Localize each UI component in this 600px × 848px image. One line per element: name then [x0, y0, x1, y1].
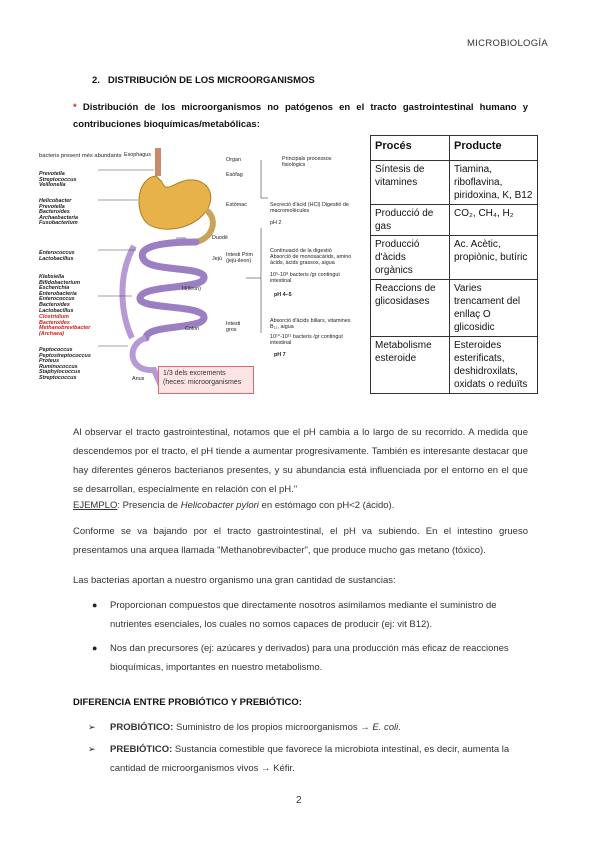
bacteria-name: Klebsiella [39, 274, 65, 280]
bacteria-name: Enterococcus [39, 296, 75, 303]
organ-label-jeju: Jejú [212, 256, 222, 262]
section-subtitle [73, 99, 528, 133]
section-title [92, 75, 315, 86]
fig-left-title: bacteris present més abundants [39, 153, 122, 159]
paragraph-example [73, 496, 528, 515]
table-cell-producte: Ac. Acètic, propiònic, butíric [450, 236, 538, 280]
page-number: 2 [296, 795, 302, 806]
header-subject: MICROBIOLOGÍA [467, 38, 548, 49]
bacteria-name: Ruminococcus [39, 363, 78, 370]
table-header-row [371, 136, 538, 161]
colon-shape [122, 246, 134, 338]
prebiotic-item [110, 740, 528, 778]
stomach-shape [139, 176, 211, 229]
bacteria-name: Bacteroides [39, 319, 70, 326]
process-stomach: Secreció d'àcid (HCl) Digestió de macromolècules [270, 202, 349, 215]
bacteria-name: (Archaea) [39, 330, 64, 337]
paragraph-substances: Las bacterias aportan a nuestro organismo una gran cantidad de sustancias: [73, 575, 396, 586]
bacteria-name: Enterococcus [39, 250, 75, 256]
bacteria-name: Prevotella [39, 203, 65, 210]
organ-label-ileon: Ili(ileon) [182, 286, 201, 292]
example-label: EJEMPLO [73, 500, 118, 511]
probiotic-term: PROBIÓTICO: [110, 722, 174, 733]
bacteria-name: Streptococcus [39, 176, 77, 183]
bacteria-name: Enterobacteria [39, 290, 77, 297]
bullet-item-1: Proporcionan compuestos que directamente nosotros asimilamos mediante el suministro de nutrientes esenciales, los cuales no somos capaces de producir (ej: vit B12). [110, 600, 497, 630]
process-small: Continuació de la digestió Absorció de monosacàrids, amino àcids, àcids grassos, aigua [270, 248, 352, 267]
bacteria-name: Lactobacillus [39, 255, 74, 262]
bacteria-name: Peptostreptococcus [39, 352, 91, 359]
table-row [371, 205, 538, 236]
probiotic-item [110, 718, 528, 737]
metabolic-contributions-table [370, 135, 538, 394]
bacteria-name: Archaebacteria [39, 214, 78, 221]
bacteria-name: Peptococcus [39, 347, 73, 353]
table-cell-producte: Esteroides esterificats, deshidroxilats, oxidats o reduïts [450, 337, 538, 394]
bacteria-name: Staphylococcus [39, 369, 81, 376]
table-row [371, 280, 538, 337]
bacteria-name: Bacteroides [39, 302, 70, 308]
organ-label-estomac: Estòmac [226, 202, 247, 208]
organ-label-colon: Colon [185, 326, 200, 332]
process-large: Absorció d'àcids biliars, vitamines B₁₂, aigua [270, 318, 351, 331]
process-large-count: 10¹⁰-10¹¹ bacteris /gr contingut intestinal [270, 334, 343, 347]
section-title-text: DISTRIBUCIÓN DE LOS MICROORGANISMOS [107, 75, 315, 86]
probiotic-end: . [398, 722, 401, 733]
arrow-1: ➢ [88, 722, 96, 732]
table-row [371, 236, 538, 280]
table-cell-producte: CO₂, CH₄, H₂ [450, 205, 538, 236]
fig-esophagus-label: Esophagus [124, 152, 151, 158]
bacteria-name: Clostridium [39, 314, 69, 320]
process-small-count: 10⁵-10⁸ bacteris /gr contingut intestinal [270, 272, 340, 285]
organ-label-esofag: Esòfag [226, 172, 243, 178]
arrow-2: ➢ [88, 744, 96, 754]
organ-label-intesti-prim: Intesti Prim (jejú-ileon) [226, 252, 253, 265]
bacteria-name: Prevotella [39, 171, 65, 177]
table-cell-proces: Reaccions de glicosidases [371, 280, 450, 337]
fig-organ-header: Organ [226, 157, 241, 163]
bacteria-name: Bifidobacterium [39, 279, 81, 286]
prebiotic-def: Sustancia comestible que favorece la microbiota intestinal, es decir, aumenta la cantidad de microorganismos vivos → Kéfir. [110, 744, 510, 774]
probiotic-def: Suministro de los propios microorganismos → [173, 722, 373, 733]
bullet-dot-2: ● [92, 643, 98, 653]
subtitle-star: * [73, 102, 77, 113]
bacteria-name: Fusobacterium [39, 220, 78, 227]
paragraph-methanobrevibacter: Conforme se va bajando por el tracto gastrointestinal, el pH va subiendo. En el intestino grueso presentamos una arquea llamada "Methanobrevibacter", que produce mucho gas metano (tóxico). [73, 526, 528, 556]
example-species: Helicobacter pylori [180, 500, 259, 511]
table-cell-producte: Varies trencament del enllaç O glicosidic [450, 280, 538, 337]
organ-label-duode: Duodè [212, 235, 228, 241]
table-cell-proces: Producció d'àcids orgànics [371, 236, 450, 280]
table-cell-producte: Tiamina, riboflavina, piridoxina, K, B12 [450, 161, 538, 205]
paragraph-ph-change: Al observar el tracto gastrointestinal, notamos que el pH cambia a lo largo de su recorrido. A medida que descendemos por el tracto, el pH tiende a aumentar progresivamente. También es interesante destacar que hay diferentes géneros bacterianos presentes, y su abundancia está influenciada por el entorno en el que se desarrollan, especialmente en relación con el pH." [73, 427, 528, 495]
process-small-ph: pH 4–5 [274, 292, 292, 298]
bacteria-name: Lactobacillus [39, 307, 74, 314]
fig-processes-header: Principals processos fisiològics [282, 156, 332, 169]
section-number: 2. [92, 75, 100, 86]
bullet-item-2: Nos dan precursores (ej: azúcares y derivados) para una producción más eficaz de reacciones bioquímicas, importantes en nuestro metabolismo. [110, 643, 509, 673]
gi-tract-figure [36, 138, 356, 396]
process-stomach-ph: pH 2 [270, 220, 282, 226]
table-cell-proces: Metabolisme esteroide [371, 337, 450, 394]
bacteria-name: Bacteroides [39, 209, 70, 216]
bacteria-name: Veillonella [39, 182, 66, 189]
bacteria-name: Proteus [39, 358, 60, 365]
bullet-dot-1: ● [92, 600, 98, 610]
example-pre: : Presencia de [117, 500, 181, 511]
subtitle-text: Distribución de los microorganismos no patógenos en el tracto gastrointestinal humano y contribuciones bioquímicas/metabólicas: [73, 102, 529, 130]
prebiotic-term: PREBIÓTICO: [110, 744, 173, 755]
probiotic-example: E. coli [372, 722, 399, 733]
table-cell-proces: Síntesis de vitamines [371, 161, 450, 205]
table-row [371, 337, 538, 394]
bacteria-name: Helicobacter [39, 198, 72, 204]
table-cell-proces: Producció de gas [371, 205, 450, 236]
process-large-ph: pH 7 [274, 352, 286, 358]
example-post: en estómago con pH<2 (ácido). [258, 500, 395, 511]
table-header-producte: Producte [450, 136, 538, 161]
bacteria-name: Streptococcus [39, 375, 77, 381]
bacteria-name: Methanobrevibacter [39, 325, 91, 332]
organ-label-anus: Anus [132, 376, 145, 382]
table-row [371, 161, 538, 205]
excrements-note: 1/3 dels excrements (heces: microorganismes [158, 366, 254, 394]
table-header-proces: Procés [371, 136, 450, 161]
bacteria-name: Escherichia [39, 285, 70, 292]
organ-label-intesti-gros: Intesti gros [226, 321, 241, 334]
diff-title: DIFERENCIA ENTRE PROBIÓTICO Y PREBIÓTICO: [73, 697, 302, 708]
